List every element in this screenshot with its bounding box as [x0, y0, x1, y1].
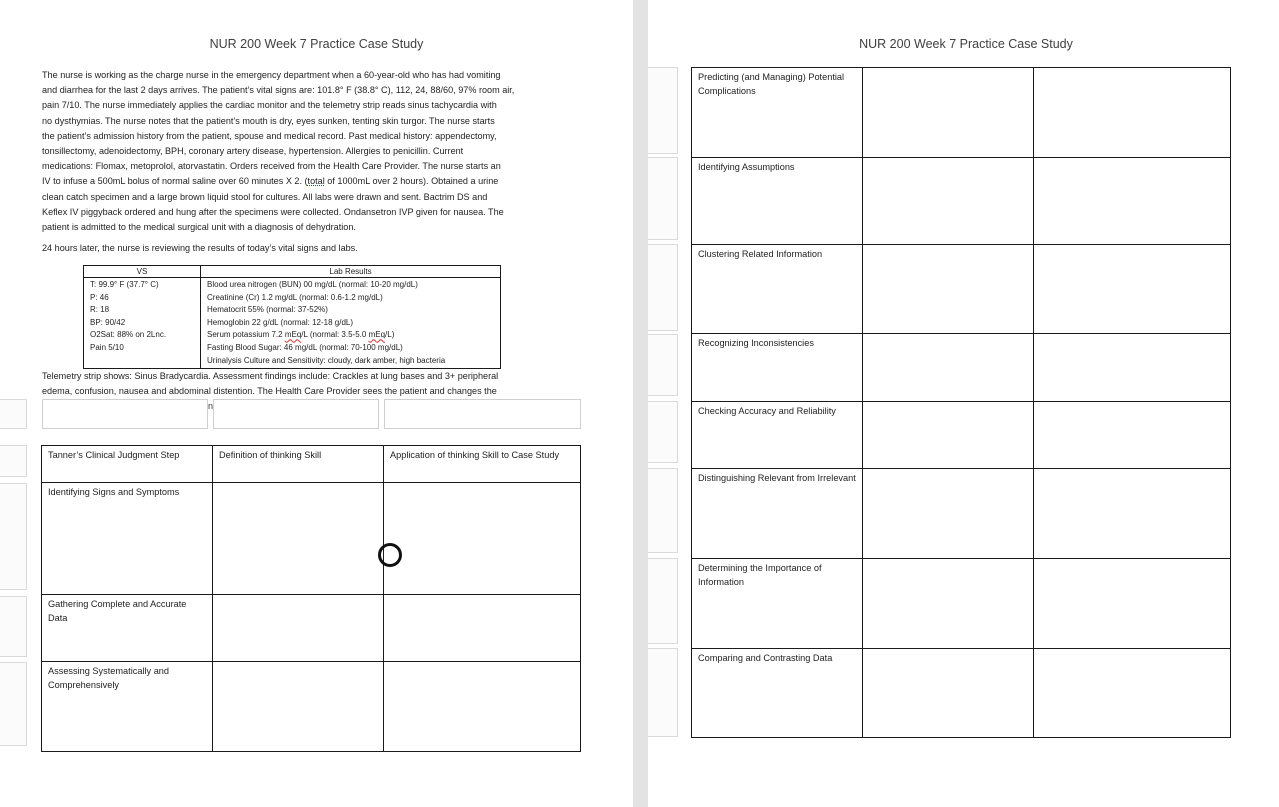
table-empty-cell[interactable]	[863, 158, 1034, 245]
table-header-cell: Tanner’s Clinical Judgment Step	[42, 446, 213, 483]
case-line: patient is admitted to the medical surgical unit with a diagnosis of dehydration.	[42, 222, 356, 233]
case-line: medications: Flomax, metoprolol, atorvastatin. Orders received from the Health Care Provider. The nurse starts an	[42, 161, 501, 172]
case-line-part: of 1000mL over 2 hours). Obtained a urine	[324, 176, 499, 187]
vs-item: O2Sat: 88% on 2Lnc.	[90, 330, 167, 340]
lab-cell[interactable]	[201, 278, 501, 369]
lab-header: Lab Results	[201, 266, 501, 278]
vs-header: VS	[84, 266, 201, 278]
telemetry-paragraph[interactable]	[42, 369, 602, 399]
vs-item: P: 46	[90, 292, 109, 302]
faded-text-box[interactable]	[213, 399, 379, 429]
table-empty-cell[interactable]	[1034, 559, 1231, 649]
case-line	[42, 174, 590, 189]
table-row-label: Clustering Related Information	[692, 245, 863, 334]
table-empty-cell[interactable]	[1034, 469, 1231, 559]
case-line: pain 7/10. The nurse immediately applies the cardiac monitor and the telemetry strip reads sinus tachycardia with	[42, 100, 497, 111]
table-empty-cell[interactable]	[863, 245, 1034, 334]
table-empty-cell[interactable]	[1034, 649, 1231, 738]
page-gutter	[633, 0, 648, 807]
table-empty-cell[interactable]	[1034, 402, 1231, 469]
vitals-labs-table[interactable]	[83, 265, 501, 369]
offpage-box	[648, 157, 678, 240]
vs-item: BP: 90/42	[90, 317, 126, 327]
lab-item: Urinalysis Culture and Sensitivity: cloudy, dark amber, high bacteria	[207, 355, 446, 365]
lab-item: Fasting Blood Sugar: 46 mg/dL (normal: 70-100 mg/dL)	[207, 342, 403, 352]
case-line: the patient’s admission history from the patient, spouse and medical record. Past medical history: appendectomy,	[42, 130, 497, 141]
vs-item: T: 99.9° F (37.7° C)	[90, 280, 159, 289]
table-row-label: Checking Accuracy and Reliability	[692, 402, 863, 469]
offpage-box	[0, 596, 27, 657]
table-empty-cell[interactable]	[384, 483, 581, 595]
table-row-label: Distinguishing Relevant from Irrelevant	[692, 469, 863, 559]
vs-item: Pain 5/10	[90, 342, 124, 352]
table-empty-cell[interactable]	[1034, 68, 1231, 158]
table-empty-cell[interactable]	[1034, 334, 1231, 402]
table-row-label: Gathering Complete and Accurate Data	[42, 595, 213, 662]
offpage-box	[0, 399, 27, 429]
offpage-box	[648, 648, 678, 737]
offpage-box	[0, 662, 27, 746]
faded-text-box[interactable]	[42, 399, 208, 429]
table-header-cell: Application of thinking Skill to Case Study	[384, 446, 581, 483]
lab-item: Hemoglobin 22 g/dL (normal: 12-18 g/dL)	[207, 317, 354, 327]
case-line: tonsillectomy, adenoidectomy, BPH, coronary artery disease, hypertension. Allergies to penicillin. Current	[42, 146, 464, 157]
table-empty-cell[interactable]	[213, 662, 384, 752]
cursor-ring-icon	[378, 543, 402, 567]
table-empty-cell[interactable]	[384, 595, 581, 662]
offpage-box	[648, 468, 678, 553]
case-line: clean catch specimen and a large brown liquid stool for cultures. All labs were drawn and sent. Bactrim DS and	[42, 191, 488, 202]
page-header-title: NUR 200 Week 7 Practice Case Study	[859, 37, 1073, 51]
lab-text: /L (normal: 3.5-5.0	[301, 330, 369, 340]
stray-character: n	[208, 401, 214, 411]
lab-item: Blood urea nitrogen (BUN) 00 mg/dL (normal: 10-20 mg/dL)	[207, 280, 418, 289]
offpage-box	[0, 445, 27, 477]
faded-text-box[interactable]	[384, 399, 581, 429]
offpage-box	[648, 401, 678, 463]
table-header-cell: Definition of thinking Skill	[213, 446, 384, 483]
table-row-label: Comparing and Contrasting Data	[692, 649, 863, 738]
later-paragraph[interactable]: 24 hours later, the nurse is reviewing the results of today’s vital signs and labs.	[42, 243, 358, 253]
clinical-judgment-table[interactable]	[41, 445, 581, 752]
telemetry-line: Telemetry strip shows: Sinus Bradycardia. Assessment findings include: Crackles at lung bases and 3+ peripheral	[42, 371, 499, 381]
table-empty-cell[interactable]	[863, 402, 1034, 469]
table-empty-cell[interactable]	[1034, 245, 1231, 334]
grammar-flagged-word[interactable]: total	[307, 176, 325, 187]
offpage-box	[0, 483, 27, 590]
table-empty-cell[interactable]	[213, 595, 384, 662]
offpage-box	[648, 67, 678, 154]
lab-text: Serum potassium 7.2	[207, 330, 285, 340]
thinking-skills-table[interactable]	[691, 67, 1231, 738]
table-empty-cell[interactable]	[863, 649, 1034, 738]
vs-item: R: 18	[90, 305, 110, 315]
case-line: The nurse is working as the charge nurse in the emergency department when a 60-year-old who has had vomiting	[42, 70, 501, 80]
table-row-label: Identifying Signs and Symptoms	[42, 483, 213, 595]
case-line: and diarrhea for the last 2 days arrives. The patient’s vital signs are: 101.8° F (38.8° C), 112, 24, 88/60, 97% room air,	[42, 85, 515, 96]
offpage-box	[648, 334, 678, 396]
table-row-label: Identifying Assumptions	[692, 158, 863, 245]
table-empty-cell[interactable]	[863, 469, 1034, 559]
table-empty-cell[interactable]	[1034, 158, 1231, 245]
vs-cell[interactable]	[84, 278, 201, 369]
table-empty-cell[interactable]	[384, 662, 581, 752]
lab-text: /L)	[385, 330, 395, 340]
table-empty-cell[interactable]	[213, 483, 384, 595]
lab-item: Hematocrit 55% (normal: 37-52%)	[207, 305, 328, 315]
table-empty-cell[interactable]	[863, 68, 1034, 158]
case-study-paragraph[interactable]	[42, 68, 590, 235]
case-line: Keflex IV piggyback ordered and hung after the specimens were collected. Ondansetron IVP given for nausea. The	[42, 206, 504, 217]
offpage-box	[648, 558, 678, 644]
table-row-label: Assessing Systematically and Comprehensively	[42, 662, 213, 752]
lab-item: Creatinine (Cr) 1.2 mg/dL (normal: 0.6-1.2 mg/dL)	[207, 292, 383, 302]
document-page-left	[0, 0, 633, 807]
table-empty-cell[interactable]	[863, 334, 1034, 402]
case-line: no dysthymias. The nurse notes that the patient’s mouth is dry, eyes sunken, tenting skin turgor. The nurse starts	[42, 115, 495, 126]
page-header-title: NUR 200 Week 7 Practice Case Study	[209, 37, 424, 51]
table-row-label: Recognizing Inconsistencies	[692, 334, 863, 402]
offpage-box	[648, 244, 678, 331]
telemetry-line: edema, confusion, nausea and abdominal distention. The Health Care Provider sees the patient and changes the	[42, 386, 497, 397]
table-row-label: Determining the Importance of Information	[692, 559, 863, 649]
spelling-flagged-word[interactable]: mEq	[284, 330, 302, 340]
lab-item-potassium	[207, 329, 494, 342]
table-empty-cell[interactable]	[863, 559, 1034, 649]
table-row-label: Predicting (and Managing) Potential Complications	[692, 68, 863, 158]
case-line-part: IV to infuse a 500mL bolus of normal saline over 60 minutes X 2. (	[42, 176, 308, 187]
spelling-flagged-word[interactable]: mEq	[368, 330, 386, 340]
